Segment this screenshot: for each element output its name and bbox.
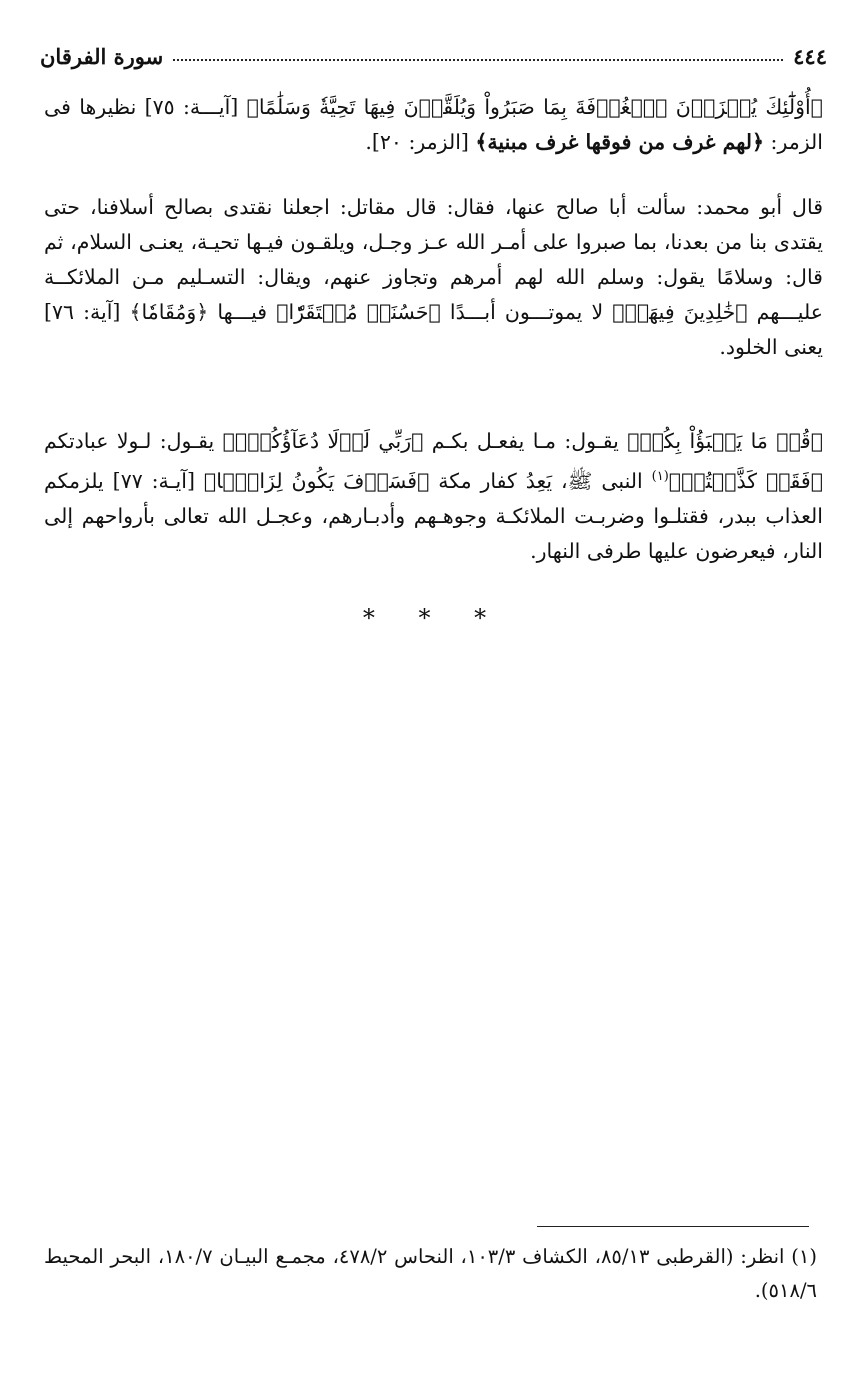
body-text: لا يموتـــون أبـــدًا	[440, 300, 613, 324]
page-header	[40, 36, 827, 76]
footnote	[44, 1240, 817, 1308]
quran-verse: ﴿وَمُقَامٗا﴾	[129, 300, 209, 324]
quran-verse: ﴿خَٰلِدِينَ فِيهَاۚ﴾	[612, 300, 748, 324]
surah-title: سورة الفرقان	[40, 43, 164, 69]
body-text: يقـول: مـا يفعـل بكـم	[423, 429, 628, 453]
body-text: يقـول: لـولا عبادتكم	[44, 429, 223, 453]
body-text: فيـــها	[208, 300, 277, 324]
quran-verse: ﴿فَسَوۡفَ يَكُونُ لِزَامَۢا﴾	[203, 468, 430, 493]
body-text: [آيـــة: ٧٥] نظيرها فى الزمر:	[44, 95, 823, 154]
header-dotted-leader	[173, 59, 783, 61]
quran-verse: ﴿قُلۡ مَا يَعۡبَؤُاْ بِكُمۡ﴾	[627, 429, 823, 453]
paragraph-2	[44, 190, 823, 365]
body-text: [آية: ٧٦] يعنى الخلود.	[44, 300, 823, 359]
footnote-marker: (١)	[651, 469, 669, 484]
section-separator: * * *	[362, 604, 505, 632]
quran-verse: ﴿حَسُنَتۡ مُسۡتَقَرّٗا﴾	[276, 300, 441, 324]
body-text: [الزمر: ٢٠].	[365, 130, 476, 154]
paragraph-3	[44, 424, 823, 569]
body-text: [آيـة: ٧٧] يلزمكم العذاب ببدر، فقتلـوا وضربـت الملائكـة وجوهـهم وأدبـارهم، وعجـل الله تعالى بأرواحهم إلى النار، فيعرضون عليها طرفى النهار.	[44, 468, 823, 563]
page-number: ٤٤٤	[793, 43, 827, 69]
quran-verse: ﴿رَبِّي لَوۡلَا دُعَآؤُكُمۡۖ﴾	[222, 429, 424, 453]
footnote-divider	[537, 1226, 809, 1227]
body-text: قال أبو محمد: سألت أبا صالح عنها، فقال: قال مقاتل: اجعلنا نقتدى بصالح أسلافنا، حتى يقتدى بنا من بعدنا، بما صبروا على أمـر الله عـز وجـل، ويلقـون فيـها تحيـة، يعنـى السلام، ثم قال: وسلامًا يقول: وسلم الله لهم أمرهم وتجاوز عنهم، ويقال: التسـليم مـن الملائكــة عليـــهم	[44, 195, 823, 324]
quran-citation: ﴿لهم غرف من فوقها غرف مبنية﴾	[475, 130, 765, 154]
footnote-text: (١) انظر: (القرطبى ٨٥/١٣، الكشاف ١٠٣/٣، النحاس ٤٧٨/٢، مجمـع البيـان ١٨٠/٧، البحر المحيط ٥١٨/٦).	[44, 1245, 817, 1302]
body-text: النبى ﷺ، يَعِدُ كفار مكة	[429, 468, 652, 493]
quran-verse: ﴿أُوْلَٰٓئِكَ يُجۡزَوۡنَ ٱلۡغُرۡفَةَ بِمَا صَبَرُواْ وَيُلَقَّوۡنَ فِيهَا تَحِيَّةٗ وَسَلَٰمًا﴾	[246, 95, 823, 119]
quran-verse: ﴿فَقَدۡ كَذَّبۡتُمۡ﴾	[668, 468, 824, 493]
paragraph-1	[44, 90, 823, 160]
